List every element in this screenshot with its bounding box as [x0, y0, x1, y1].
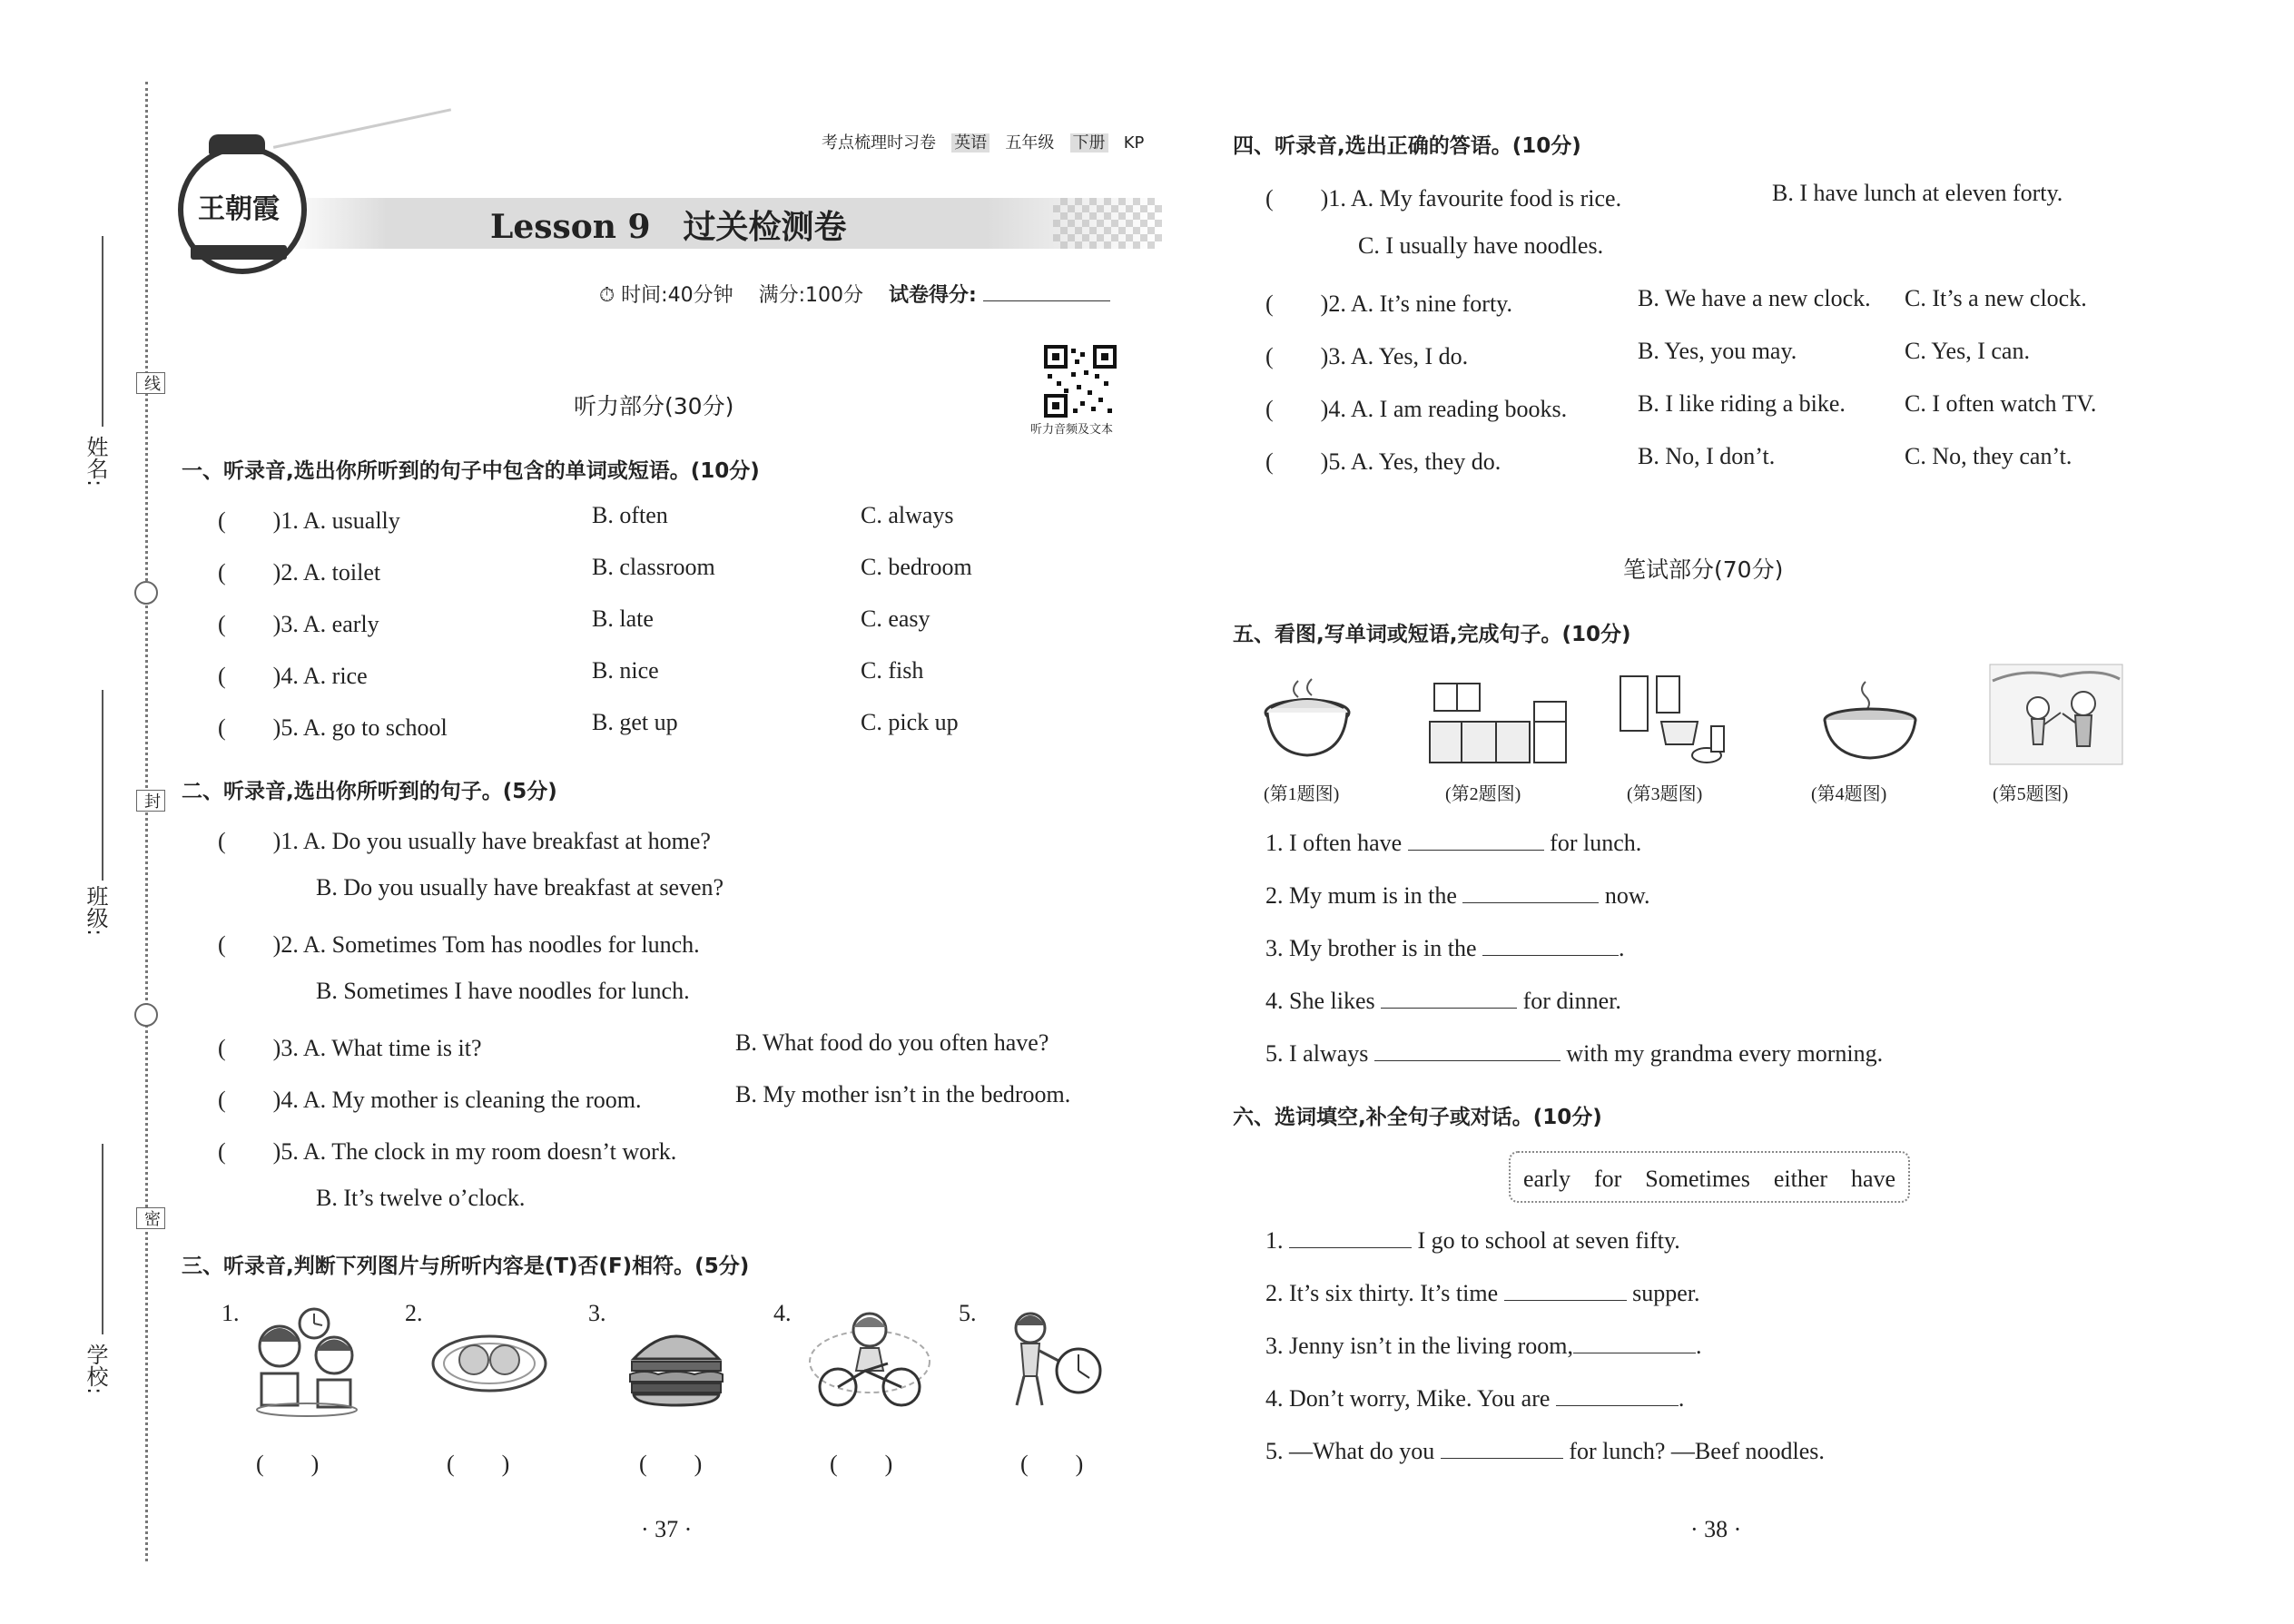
s5-blank-3[interactable]	[1482, 933, 1619, 956]
s1-q1-c: C. always	[861, 502, 954, 528]
s6-sentence-2: 2. It’s six thirty. It’s time supper.	[1265, 1280, 1700, 1306]
s3-num-5: 5.	[959, 1300, 977, 1326]
s1-q1: ( )1. A. usually	[218, 507, 400, 534]
s4-q3-a: ( )3. A. Yes, I do.	[1265, 343, 1469, 369]
s6-blank-1[interactable]	[1289, 1225, 1412, 1248]
class-label: 班级:	[83, 885, 108, 937]
s6-blank-5[interactable]	[1441, 1436, 1563, 1459]
seal-mark-mi: 密	[136, 1207, 165, 1229]
s4-q2-b: B. We have a new clock.	[1638, 285, 1871, 311]
page-title: Lesson 9 过关检测卷	[490, 208, 847, 246]
scissors-icon	[134, 581, 158, 605]
s4-q4-a: ( )4. A. I am reading books.	[1265, 396, 1568, 422]
scissors-icon	[134, 1003, 158, 1027]
s2-q5-b: B. It’s twelve o’clock.	[316, 1185, 526, 1211]
score-label: 试卷得分:	[888, 284, 977, 307]
score-blank[interactable]	[983, 279, 1110, 301]
s4-q2-a: ( )2. A. It’s nine forty.	[1265, 290, 1512, 317]
soup-bowl-illustration	[1820, 676, 1920, 763]
s5-sentence-4: 4. She likes for dinner.	[1265, 988, 1621, 1014]
s1-q2-c: C. bedroom	[861, 554, 972, 580]
s2-q1-b: B. Do you usually have breakfast at seven?	[316, 874, 724, 901]
s1-q5: ( )5. A. go to school	[218, 714, 448, 741]
section-1-title: 一、听录音,选出你所听到的句子中包含的单词或短语。(10分)	[182, 459, 760, 483]
page-number-left: · 37 ·	[641, 1516, 693, 1542]
section-4-title: 四、听录音,选出正确的答语。(10分)	[1233, 134, 1581, 158]
logo-crown-icon	[209, 134, 265, 154]
s3-num-2: 2.	[405, 1300, 423, 1326]
name-label: 姓名:	[83, 436, 108, 487]
grade-label: 五年级	[1005, 133, 1055, 153]
s5-blank-4[interactable]	[1381, 986, 1517, 1009]
section-6-title: 六、选词填空,补全句子或对话。(10分)	[1233, 1106, 1602, 1129]
s4-q4-b: B. I like riding a bike.	[1638, 390, 1846, 417]
writing-heading: 笔试部分(70分)	[1623, 556, 1784, 583]
s4-q1-c: C. I usually have noodles.	[1358, 232, 1604, 259]
s1-q3-c: C. easy	[861, 605, 930, 632]
s3-answer-1[interactable]: ( )	[256, 1451, 320, 1477]
name-line	[102, 236, 103, 427]
page-number-right: · 38 ·	[1690, 1516, 1742, 1542]
s1-q4-b: B. nice	[592, 657, 659, 684]
s4-q5-a: ( )5. A. Yes, they do.	[1265, 448, 1501, 475]
s3-answer-3[interactable]: ( )	[639, 1451, 703, 1477]
s4-q3-b: B. Yes, you may.	[1638, 338, 1797, 364]
time-label: 时间:40分钟	[621, 284, 733, 307]
exam-info	[599, 279, 1110, 308]
s2-q2-a: ( )2. A. Sometimes Tom has noodles for lunch.	[218, 931, 700, 958]
s6-blank-4[interactable]	[1556, 1383, 1679, 1406]
listening-heading: 听力部分(30分)	[574, 393, 734, 419]
seal-mark-xian: 线	[136, 372, 165, 394]
s6-blank-2[interactable]	[1504, 1278, 1627, 1301]
s1-q2-b: B. classroom	[592, 554, 715, 580]
s2-q5-a: ( )5. A. The clock in my room doesn’t work.	[218, 1138, 677, 1165]
s1-q3-b: B. late	[592, 605, 654, 632]
s4-q2-c: C. It’s a new clock.	[1905, 285, 2087, 311]
s1-q3: ( )3. A. early	[218, 611, 379, 637]
qr-caption: 听力音频及文本	[1030, 423, 1114, 437]
s4-q3-c: C. Yes, I can.	[1905, 338, 2030, 364]
s6-sentence-4: 4. Don’t worry, Mike. You are .	[1265, 1385, 1685, 1412]
s1-q5-b: B. get up	[592, 709, 678, 735]
s5-blank-2[interactable]	[1462, 881, 1599, 903]
s4-q1-b: B. I have lunch at eleven forty.	[1772, 180, 2063, 206]
s1-q4: ( )4. A. rice	[218, 663, 368, 689]
park-exercise-illustration	[1988, 663, 2124, 767]
section-5-title: 五、看图,写单词或短语,完成句子。(10分)	[1233, 623, 1631, 646]
edition-label: KP	[1123, 133, 1145, 153]
boy-bike-illustration	[806, 1307, 933, 1412]
s3-num-1: 1.	[222, 1300, 240, 1326]
girl-clock-illustration	[999, 1305, 1108, 1414]
s5-caption-1: (第1题图)	[1264, 784, 1340, 804]
s6-sentence-3: 3. Jenny isn’t in the living room, .	[1265, 1333, 1702, 1359]
s3-answer-4[interactable]: ( )	[830, 1451, 893, 1477]
class-line	[102, 690, 103, 881]
s6-blank-3[interactable]	[1573, 1331, 1696, 1353]
section-3-title: 三、听录音,判断下列图片与所听内容是(T)否(F)相符。(5分)	[182, 1255, 750, 1278]
s3-answer-5[interactable]: ( )	[1020, 1451, 1084, 1477]
s4-q5-c: C. No, they can’t.	[1905, 443, 2072, 469]
s3-num-3: 3.	[588, 1300, 606, 1326]
s4-q1-a: ( )1. A. My favourite food is rice.	[1265, 185, 1622, 212]
s5-caption-2: (第2题图)	[1445, 784, 1521, 804]
school-label: 学校:	[83, 1343, 108, 1395]
s2-q1-a: ( )1. A. Do you usually have breakfast at home?	[218, 828, 711, 854]
full-score-label: 满分:100分	[758, 284, 863, 307]
qr-code[interactable]	[1044, 345, 1117, 418]
logo-ribbon	[191, 245, 287, 260]
s5-sentence-5: 5. I always with my grandma every morning.	[1265, 1040, 1884, 1067]
s3-num-4: 4.	[773, 1300, 792, 1326]
kitchen-illustration	[1425, 676, 1570, 767]
binding-margin	[145, 82, 152, 1561]
s2-q2-b: B. Sometimes I have noodles for lunch.	[316, 978, 690, 1004]
s5-caption-5: (第5题图)	[1993, 784, 2069, 804]
rice-bowl-illustration	[1262, 672, 1353, 763]
s1-q2: ( )2. A. toilet	[218, 559, 381, 586]
s5-caption-3: (第3题图)	[1627, 784, 1703, 804]
section-2-title: 二、听录音,选出你所听到的句子。(5分)	[182, 780, 557, 803]
s5-sentence-3: 3. My brother is in the .	[1265, 935, 1625, 961]
s6-sentence-5: 5. —What do you for lunch? —Beef noodles.	[1265, 1438, 1825, 1464]
s6-sentence-1: 1. I go to school at seven fifty.	[1265, 1227, 1680, 1254]
s2-q3-a: ( )3. A. What time is it?	[218, 1035, 482, 1061]
s5-sentence-2: 2. My mum is in the now.	[1265, 882, 1650, 909]
subject-label: 英语	[951, 133, 989, 153]
hamburger-illustration	[626, 1318, 726, 1409]
s4-q5-b: B. No, I don’t.	[1638, 443, 1776, 469]
header-meta	[822, 130, 1144, 153]
s4-q4-c: C. I often watch TV.	[1905, 390, 2097, 417]
family-clock-illustration	[243, 1305, 370, 1419]
s5-blank-1[interactable]	[1408, 828, 1544, 851]
s5-sentence-1: 1. I often have for lunch.	[1265, 830, 1642, 856]
s1-q5-c: C. pick up	[861, 709, 959, 735]
school-line	[102, 1144, 103, 1334]
checker-decoration	[1053, 198, 1162, 249]
s1-q4-c: C. fish	[861, 657, 924, 684]
s3-answer-2[interactable]: ( )	[447, 1451, 510, 1477]
term-label: 下册	[1070, 133, 1108, 153]
logo-text: 王朝霞	[198, 193, 280, 225]
s5-caption-4: (第4题图)	[1811, 784, 1887, 804]
s2-q3-b: B. What food do you often have?	[735, 1029, 1049, 1056]
clock-icon: ⏱	[599, 284, 615, 307]
word-bank: early for Sometimes either have	[1509, 1151, 1910, 1203]
s5-blank-5[interactable]	[1374, 1038, 1561, 1061]
s2-q4-b: B. My mother isn’t in the bedroom.	[735, 1081, 1071, 1107]
plate-eggs-illustration	[430, 1325, 548, 1398]
s2-q4-a: ( )4. A. My mother is cleaning the room.	[218, 1087, 642, 1113]
seal-mark-feng: 封	[136, 790, 165, 812]
ribbon-decoration	[273, 108, 453, 157]
s1-q1-b: B. often	[592, 502, 668, 528]
series-label: 考点梳理时习卷	[822, 133, 936, 153]
bathroom-illustration	[1616, 672, 1734, 767]
